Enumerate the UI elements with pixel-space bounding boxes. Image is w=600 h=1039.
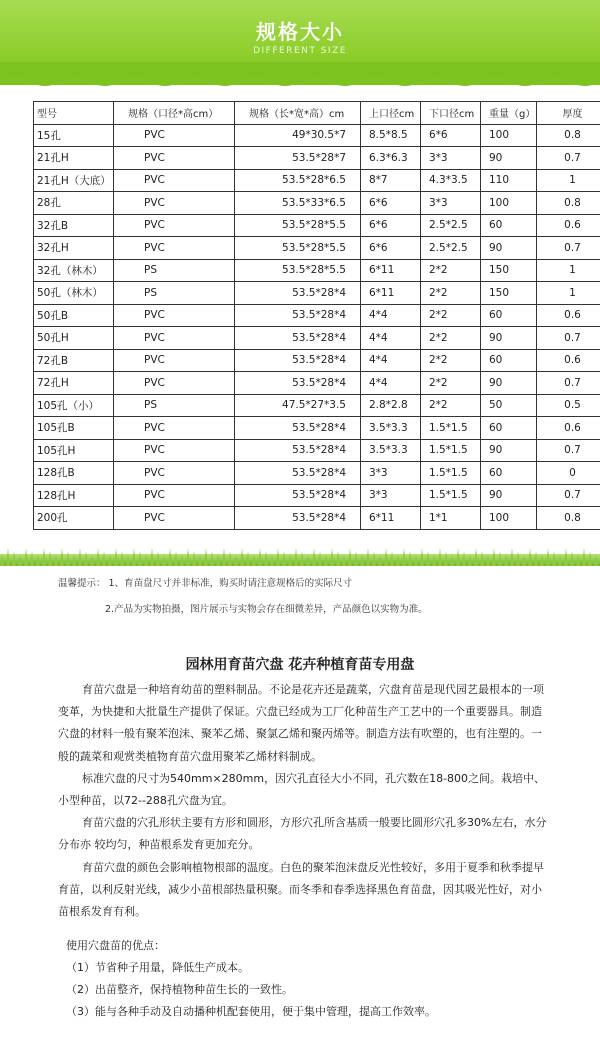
table-row <box>34 124 600 147</box>
table-row <box>34 259 600 282</box>
cell-thickness: 0.7 <box>537 327 600 350</box>
cell-top-diameter: 6*6 <box>361 214 421 237</box>
advantage-item-1: （1）节省种子用量，降低生产成本。 <box>66 961 249 974</box>
cell-dimensions: 49*30.5*7 <box>235 124 361 147</box>
cell-thickness: 0.6 <box>537 349 600 372</box>
banner-wave-edge <box>0 62 600 92</box>
cell-bottom-diameter: 6*6 <box>421 124 481 147</box>
cell-material: PS <box>114 259 235 282</box>
table-row <box>34 214 600 237</box>
table-row <box>34 349 600 372</box>
cell-model: 32孔（林木） <box>34 259 114 282</box>
cell-model: 105孔H <box>34 439 114 462</box>
cell-dimensions: 53.5*28*4 <box>235 439 361 462</box>
cell-material: PVC <box>114 417 235 440</box>
cell-material: PVC <box>114 327 235 350</box>
table-row <box>34 507 600 530</box>
table-row <box>34 462 600 485</box>
cell-weight: 90 <box>481 484 537 507</box>
cell-bottom-diameter: 4.3*3.5 <box>421 169 481 192</box>
table-row <box>34 282 600 305</box>
cell-top-diameter: 4*4 <box>361 372 421 395</box>
table-row <box>34 169 600 192</box>
cell-thickness: 1 <box>537 259 600 282</box>
cell-model: 50孔（林木） <box>34 282 114 305</box>
cell-material: PVC <box>114 237 235 260</box>
cell-top-diameter: 4*4 <box>361 304 421 327</box>
table-row <box>34 417 600 440</box>
cell-thickness: 0.8 <box>537 507 600 530</box>
cell-top-diameter: 6*6 <box>361 192 421 215</box>
cell-weight: 60 <box>481 417 537 440</box>
cell-bottom-diameter: 1.5*1.5 <box>421 462 481 485</box>
cell-material: PVC <box>114 124 235 147</box>
table-header-row <box>34 102 600 125</box>
spec-table <box>33 101 600 530</box>
cell-model: 15孔 <box>34 124 114 147</box>
cell-model: 50孔H <box>34 327 114 350</box>
header-weight: 重量（g） <box>481 102 537 125</box>
cell-top-diameter: 4*4 <box>361 327 421 350</box>
cell-material: PS <box>114 394 235 417</box>
cell-material: PVC <box>114 169 235 192</box>
cell-weight: 60 <box>481 349 537 372</box>
header-model: 型号 <box>34 102 114 125</box>
cell-thickness: 0.7 <box>537 484 600 507</box>
cell-top-diameter: 6*6 <box>361 237 421 260</box>
cell-dimensions: 53.5*28*5.5 <box>235 214 361 237</box>
cell-model: 21孔H（大底） <box>34 169 114 192</box>
cell-thickness: 0 <box>537 462 600 485</box>
cell-dimensions: 53.5*28*5.5 <box>235 259 361 282</box>
cell-weight: 60 <box>481 462 537 485</box>
cell-weight: 60 <box>481 214 537 237</box>
cell-top-diameter: 4*4 <box>361 349 421 372</box>
cell-dimensions: 53.5*28*4 <box>235 282 361 305</box>
cell-bottom-diameter: 2*2 <box>421 304 481 327</box>
cell-dimensions: 53.5*28*4 <box>235 507 361 530</box>
cell-weight: 150 <box>481 259 537 282</box>
cell-weight: 60 <box>481 304 537 327</box>
banner-title: 规格大小 <box>256 20 344 44</box>
cell-top-diameter: 2.8*2.8 <box>361 394 421 417</box>
cell-bottom-diameter: 2*2 <box>421 327 481 350</box>
table-row <box>34 484 600 507</box>
cell-model: 28孔 <box>34 192 114 215</box>
cell-bottom-diameter: 3*3 <box>421 147 481 170</box>
cell-material: PS <box>114 282 235 305</box>
header-thickness: 厚度 <box>537 102 600 125</box>
cell-dimensions: 53.5*28*6.5 <box>235 169 361 192</box>
cell-weight: 100 <box>481 124 537 147</box>
cell-top-diameter: 8.5*8.5 <box>361 124 421 147</box>
cell-weight: 100 <box>481 507 537 530</box>
cell-bottom-diameter: 2*2 <box>421 394 481 417</box>
cell-material: PVC <box>114 147 235 170</box>
grass-divider <box>0 540 600 566</box>
cell-weight: 90 <box>481 147 537 170</box>
cell-model: 32孔H <box>34 237 114 260</box>
advantage-item-2: （2）出苗整齐，保持植物种苗生长的一致性。 <box>66 983 293 996</box>
cell-weight: 90 <box>481 327 537 350</box>
cell-model: 32孔B <box>34 214 114 237</box>
cell-bottom-diameter: 3*3 <box>421 192 481 215</box>
cell-top-diameter: 3.5*3.3 <box>361 439 421 462</box>
cell-top-diameter: 3.5*3.3 <box>361 417 421 440</box>
cell-bottom-diameter: 1.5*1.5 <box>421 439 481 462</box>
article-paragraph-2: 标准穴盘的尺寸为540mm×280mm，因穴孔直径大小不同，孔穴数在18-800之间。栽培中、小型种苗，以72--288孔穴盘为宜。 <box>58 772 546 808</box>
article-title: 园林用育苗穴盘 花卉种植育苗专用盘 <box>185 657 415 673</box>
cell-model: 105孔（小） <box>34 394 114 417</box>
cell-thickness: 1 <box>537 169 600 192</box>
cell-dimensions: 53.5*28*4 <box>235 372 361 395</box>
cell-material: PVC <box>114 372 235 395</box>
cell-bottom-diameter: 2.5*2.5 <box>421 214 481 237</box>
table-row <box>34 304 600 327</box>
cell-top-diameter: 6*11 <box>361 259 421 282</box>
cell-thickness: 1 <box>537 282 600 305</box>
cell-top-diameter: 3*3 <box>361 484 421 507</box>
cell-dimensions: 53.5*33*6.5 <box>235 192 361 215</box>
cell-weight: 90 <box>481 372 537 395</box>
cell-model: 200孔 <box>34 507 114 530</box>
article-paragraph-3: 育苗穴盘的穴孔形状主要有方形和圆形，方形穴孔所含基质一般要比圆形穴孔多30%左右，水分分布亦 较均匀，种苗根系发育更加充分。 <box>58 816 547 852</box>
advantage-item-3: （3）能与各种手动及自动播种机配套使用，便于集中管理，提高工作效率。 <box>66 1005 436 1018</box>
cell-model: 128孔H <box>34 484 114 507</box>
banner-subtitle: DIFFERENT SIZE <box>253 46 347 56</box>
cell-dimensions: 47.5*27*3.5 <box>235 394 361 417</box>
cell-weight: 90 <box>481 439 537 462</box>
cell-material: PVC <box>114 214 235 237</box>
cell-bottom-diameter: 2.5*2.5 <box>421 237 481 260</box>
table-row <box>34 327 600 350</box>
cell-weight: 50 <box>481 394 537 417</box>
cell-top-diameter: 6.3*6.3 <box>361 147 421 170</box>
cell-top-diameter: 6*11 <box>361 282 421 305</box>
cell-dimensions: 53.5*28*7 <box>235 147 361 170</box>
cell-dimensions: 53.5*28*4 <box>235 327 361 350</box>
cell-bottom-diameter: 2*2 <box>421 259 481 282</box>
cell-weight: 110 <box>481 169 537 192</box>
table-row <box>34 237 600 260</box>
cell-thickness: 0.7 <box>537 439 600 462</box>
note-line-2: 2.产品为实物拍摄，图片展示与实物会存在细微差异，产品颜色以实物为准。 <box>105 604 428 615</box>
cell-thickness: 0.7 <box>537 237 600 260</box>
cell-material: PVC <box>114 462 235 485</box>
cell-bottom-diameter: 1*1 <box>421 507 481 530</box>
cell-top-diameter: 3*3 <box>361 462 421 485</box>
table-row <box>34 394 600 417</box>
cell-dimensions: 53.5*28*4 <box>235 462 361 485</box>
table-row <box>34 147 600 170</box>
header-bottom-diameter: 下口径cm <box>421 102 481 125</box>
article-paragraph-1: 育苗穴盘是一种培育幼苗的塑料制品。不论是花卉还是蔬菜，穴盘育苗是现代园艺最根本的一项变革，为快捷和大批量生产提供了保证。穴盘已经成为工厂化种苗生产工艺中的一个重要器具。制造穴盘的材料一般有聚苯泡沫、聚苯乙烯、聚氯乙烯和聚丙烯等。制造方法有吹塑的，也有注塑的。一般的蔬菜和观赏类植物育苗穴盘用聚苯乙烯材料制成。 <box>58 683 544 763</box>
advantages-title: 使用穴盘苗的优点： <box>66 939 165 952</box>
cell-bottom-diameter: 2*2 <box>421 282 481 305</box>
cell-dimensions: 53.5*28*4 <box>235 349 361 372</box>
cell-model: 72孔H <box>34 372 114 395</box>
cell-model: 128孔B <box>34 462 114 485</box>
cell-bottom-diameter: 2*2 <box>421 349 481 372</box>
cell-material: PVC <box>114 507 235 530</box>
header-dimensions: 规格（长*宽*高）cm <box>235 102 361 125</box>
cell-model: 72孔B <box>34 349 114 372</box>
cell-model: 50孔B <box>34 304 114 327</box>
cell-weight: 150 <box>481 282 537 305</box>
cell-weight: 100 <box>481 192 537 215</box>
cell-thickness: 0.6 <box>537 304 600 327</box>
cell-dimensions: 53.5*28*4 <box>235 484 361 507</box>
cell-model: 21孔H <box>34 147 114 170</box>
cell-thickness: 0.8 <box>537 192 600 215</box>
cell-bottom-diameter: 1.5*1.5 <box>421 484 481 507</box>
cell-top-diameter: 6*11 <box>361 507 421 530</box>
cell-bottom-diameter: 1.5*1.5 <box>421 417 481 440</box>
cell-thickness: 0.5 <box>537 394 600 417</box>
cell-top-diameter: 8*7 <box>361 169 421 192</box>
table-row <box>34 192 600 215</box>
cell-thickness: 0.6 <box>537 214 600 237</box>
cell-dimensions: 53.5*28*4 <box>235 417 361 440</box>
cell-thickness: 0.7 <box>537 372 600 395</box>
header-material: 规格（口径*高cm） <box>114 102 235 125</box>
cell-dimensions: 53.5*28*4 <box>235 304 361 327</box>
header-top-diameter: 上口径cm <box>361 102 421 125</box>
cell-thickness: 0.7 <box>537 147 600 170</box>
cell-material: PVC <box>114 439 235 462</box>
cell-material: PVC <box>114 484 235 507</box>
table-row <box>34 439 600 462</box>
cell-material: PVC <box>114 349 235 372</box>
cell-weight: 90 <box>481 237 537 260</box>
cell-material: PVC <box>114 192 235 215</box>
table-row <box>34 372 600 395</box>
cell-model: 105孔B <box>34 417 114 440</box>
cell-thickness: 0.8 <box>537 124 600 147</box>
cell-bottom-diameter: 2*2 <box>421 372 481 395</box>
cell-dimensions: 53.5*28*5.5 <box>235 237 361 260</box>
note-line-1: 温馨提示： 1、育苗盘尺寸并非标准，购买时请注意规格后的实际尺寸 <box>58 578 353 589</box>
cell-thickness: 0.6 <box>537 417 600 440</box>
article-paragraph-4: 育苗穴盘的颜色会影响植物根部的温度。白色的聚苯泡沫盘反光性较好，多用于夏季和秋季提早育苗，以利反射光线，减少小苗根部热量积聚。而冬季和春季选择黑色育苗盘，因其吸光性好，对小苗根系发育有利。 <box>58 861 544 919</box>
cell-material: PVC <box>114 304 235 327</box>
